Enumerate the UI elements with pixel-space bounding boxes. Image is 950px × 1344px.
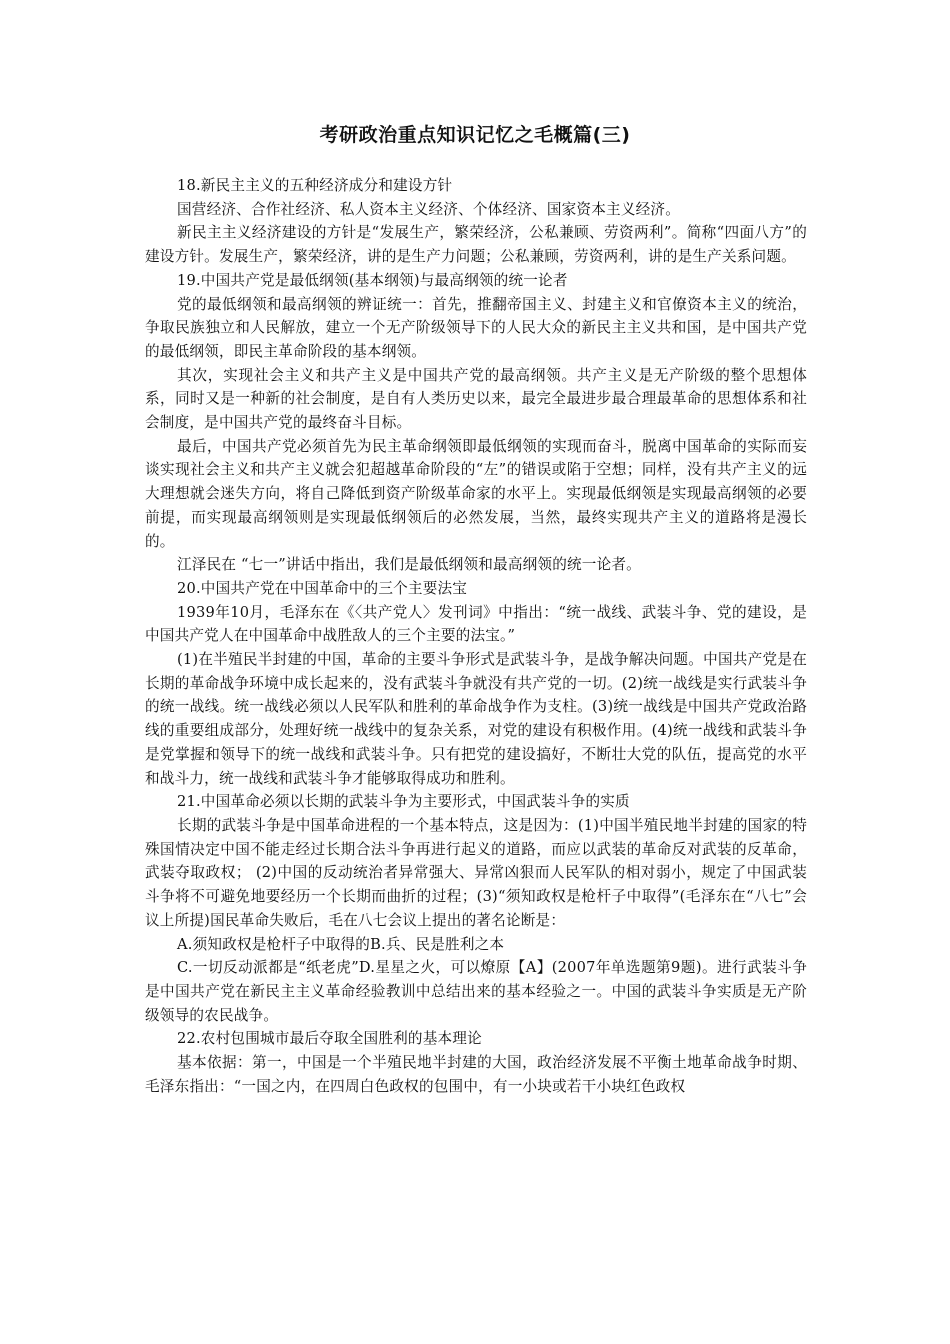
paragraph: 国营经济、合作社经济、私人资本主义经济、个体经济、国家资本主义经济。 [177,200,680,218]
paragraph: 长期的武装斗争是中国革命进程的一个基本特点，这是因为：(1)中国半殖民地半封建的国家的特殊国情决定中国不能走经过长期合法斗争再进行起义的道路，而应以武装的革命反对武装的反革命，武装夺取政权； (2)中国的反动统治者异常强大、异常凶狠而人民军队的相对弱小，规定了中国武装斗争将不可避免地要经历一个长期而曲折的过程；(3)“须知政权是枪杆子中取得”(毛泽东在“八七”会议上所提)国民革命失败后，毛在八七会议上提出的著名论断是： [145,816,807,929]
paragraph: 江泽民在 “七一”讲话中指出，我们是最低纲领和最高纲领的统一论者。 [177,556,641,574]
paragraph: 党的最低纲领和最高纲领的辨证统一：首先，推翻帝国主义、封建主义和官僚资本主义的统治，争取民族独立和人民解放，建立一个无产阶级领导下的人民大众的新民主主义共和国，是中国共产党的最低纲领，即民主革命阶段的基本纲领。 [145,295,807,360]
paragraph: 新民主主义经济建设的方针是“发展生产，繁荣经济，公私兼顾、劳资两利”。简称“四面八方”的建设方针。发展生产，繁荣经济，讲的是生产力问题；公私兼顾，劳资两利，讲的是生产关系问题。 [145,224,807,266]
document-title: 考研政治重点知识记忆之毛概篇(三) [319,124,631,146]
paragraph: C.一切反动派都是“纸老虎”D.星星之火，可以燎原【A】(2007年单选题第9题)。进行武装斗争是中国共产党在新民主主义革命经验教训中总结出来的基本经验之一。中国的武装斗争实质是无产阶级领导的农民战争。 [145,959,807,1024]
paragraph: 基本依据：第一，中国是一个半殖民地半封建的大国，政治经济发展不平衡土地革命战争时期、毛泽东指出：“一国之内，在四周白色政权的包围中，有一小块或若干小块红色政权 [145,1054,807,1095]
paragraph: (1)在半殖民半封建的中国，革命的主要斗争形式是武装斗争，是战争解决问题。中国共产党是在长期的革命战争环境中成长起来的，没有武装斗争就没有共产党的一切。(2)统一战线是实行武装斗争的统一战线。统一战线必须以人民军队和胜利的革命战争作为支柱。(3)统一战线是中国共产党政治路线的重要组成部分，处理好统一战线中的复杂关系，对党的建设有积极作用。(4)统一战线和武装斗争是党掌握和领导下的统一战线和武装斗争。只有把党的建设搞好，不断壮大党的队伍，提高党的水平和战斗力，统一战线和武装斗争才能够取得成功和胜利。 [145,651,807,787]
document-body [145,174,807,1098]
paragraph: 最后，中国共产党必须首先为民主革命纲领即最低纲领的实现而奋斗，脱离中国革命的实际而妄谈实现社会主义和共产主义就会犯超越革命阶段的“左”的错误或陷于空想；同样，没有共产主义的远大理想就会迷失方向，将自己降低到资产阶级革命家的水平上。实现最低纲领是实现最高纲领的必要前提，而实现最高纲领则是实现最低纲领后的必然发展，当然，最终实现共产主义的道路将是漫长的。 [145,437,807,550]
paragraph: 1939年10月，毛泽东在《〈共产党人〉发刊词》中指出：“统一战线、武装斗争、党的建设，是中国共产党人在中国革命中战胜敌人的三个主要的法宝。” [145,603,807,645]
paragraph: 其次，实现社会主义和共产主义是中国共产党的最高纲领。共产主义是无产阶级的整个思想体系，同时又是一种新的社会制度，是自有人类历史以来，最完全最进步最合理最革命的思想体系和社会制度，是中国共产党的最终奋斗目标。 [145,366,807,432]
paragraph: 18.新民主主义的五种经济成分和建设方针 [177,177,453,194]
paragraph: 20.中国共产党在中国革命中的三个主要法宝 [177,579,468,597]
paragraph: 21.中国革命必须以长期的武装斗争为主要形式，中国武装斗争的实质 [177,793,630,811]
paragraph: 22.农村包围城市最后夺取全国胜利的基本理论 [177,1030,482,1048]
paragraph: 19.中国共产党是最低纲领(基本纲领)与最高纲领的统一论者 [177,271,568,289]
paragraph: A.须知政权是枪杆子中取得的B.兵、民是胜利之本 [177,935,505,953]
